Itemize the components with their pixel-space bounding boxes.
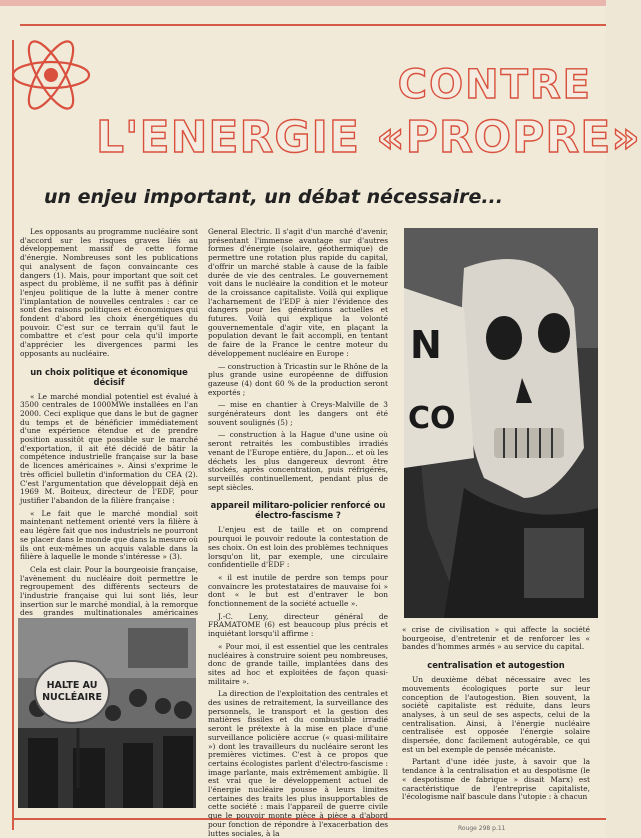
skull-mask-illustration <box>404 228 598 618</box>
red-rule-top <box>20 24 606 26</box>
paragraph: L'enjeu est de taille et on comprend pourquoi le pouvoir redoute la contestation de ses choix. On est loin des problèmes techniques lorsqu'on lit, par exemple, une circulaire confidentielle d'EDF : <box>208 525 388 570</box>
paragraph: « Le fait que le marché mondial soit maintenant nettement orienté vers la filière à eau légère fait que nos industriels ne pourront se placer dans le monde que dans la mesure où ils ont eux-mêmes un acquis valable dans la filière à laquelle le monde s'intéresse » (3). <box>20 508 198 562</box>
page-folio: Rouge 298 p.11 <box>458 825 506 832</box>
paragraph: Les opposants au programme nucléaire sont d'accord sur les risques graves liés au développement massif de cette forme d'énergie. Nombreuses sont les publications qui analysent de façon convaincante ces dangers (1). Mais, pour important que soit cet aspect du problème, il ne suffit pas à définir l'enjeu politique de la lutte à mener contre l'implantation de nouvelles centrales : car ce sont des raisons politiques et économiques qui fondent d'abord les choix énergétiques du pouvoir. C'est sur ce terrain qu'il faut le combattre et c'est pour cela qu'il importe d'apprécier les divergences parmi les opposants au nucléaire. <box>20 227 198 358</box>
protest-sign <box>34 660 110 724</box>
paragraph: General Electric. Il s'agit d'un marché d'avenir, présentant l'immense avantage sur d'autres formes d'énergie (solaire, géothermique) de permettre une rotation plus rapide du capital, d'offrir un marché stable à cause de la faible durée de vie des centrales. Le gouvernement voit dans le nucléaire la condition et le moteur de la croissance capitaliste. Voilà qui explique l'acharnement de l'EDF à nier l'évidence des dangers pour les générations actuelles et futures. Voilà qui explique la volonté gouvernementale d'agir vite, en plaçant la population devant le fait accompli, en tentant de faire de la France le centre moteur du développement nucléaire en Europe : <box>208 227 388 358</box>
sign-line-2: NUCLÉAIRE <box>42 692 102 703</box>
paragraph: Un deuxième débat nécessaire avec les mouvements écologiques porte sur leur conception de l'autogestion. Bien souvent, la société capitaliste est réduite, dans leurs analyses, à un seul de ses aspects, celui de la centralisation. Ainsi, à l'énergie nucléaire centralisée est opposée l'énergie solaire dispersée, donc facilement autogérable, ce qui est un bel exemple de pensée mécaniste. <box>402 675 590 754</box>
paragraph: « il est inutile de perdre son temps pour convaincre les protestataires de mauvaise foi » dont « le but est d'entraver le bon fonctionnement de la société actuelle ». <box>208 572 388 609</box>
paragraph: J.-C. Leny, directeur général de FRAMATOME (6) est beaucoup plus précis et inquiétant lorsqu'il affirme : <box>208 611 388 639</box>
text-column-3 <box>402 626 590 812</box>
paragraph: « Pour moi, il est essentiel que les centrales nucléaires à construire soient peu nombreuses, donc de grande taille, implantées dans des sites ad hoc et exploitées de façon quasi-militaire ». <box>208 641 388 686</box>
protest-skull-photo <box>404 228 598 618</box>
section-heading: centralisation et autogestion <box>427 660 565 671</box>
atom-icon <box>8 32 94 118</box>
paragraph: — mise en chantier à Creys-Malville de 3 surgénérateurs dont les dangers ont été souvent soulignés (5) ; <box>208 400 388 427</box>
svg-text:CO: CO <box>408 401 456 436</box>
paragraph: « crise de civilisation » qui affecte la société bourgeoise, d'entretenir et de renforcer les « bandes d'hommes armés » au service du capital. <box>402 625 590 652</box>
red-rule-left <box>12 40 14 830</box>
subtitle: un enjeu important, un débat nécessaire... <box>44 186 503 208</box>
text-column-2 <box>208 227 388 838</box>
svg-text:N: N <box>410 323 442 367</box>
paragraph: Cela est clair. Pour la bourgeoisie française, l'avènement du nucléaire doit permettre le regroupement des différents secteurs de l'industrie française qui lui sont liés, leur insertion sur le marché mondial, à la remorque des grandes multinationales américaines <box>20 564 198 618</box>
title-line-2: L'ENERGIE «PROPRE» <box>96 112 641 163</box>
section-heading: un choix politique et économique décisif <box>30 366 188 387</box>
text-column-1 <box>20 228 198 616</box>
paragraph: La direction de l'exploitation des centrales et des usines de retraitement, la surveillance des personnels, le transport et la gestion des matières fissiles et du combustible irradié seront le prétexte à la mise en place d'une surveillance policière accrue (« quasi-militaire ») dont les travailleurs du nucléaire seront les premières victimes. C'est à ce propos que certains écologistes parlent d'électro-fascisme : image parlante, mais extrêmement ambigüe. Il est vrai que le développement actuel de l'énergie nucléaire pousse à leurs limites certaines des traits les plus insupportables de cette société : mais l'appareil de guerre civile que le pouvoir monte pièce à pièce a d'abord pour fonction de répondre à l'exacerbation des luttes sociales, à la <box>208 689 388 838</box>
paragraph: Partant d'une idée juste, à savoir que la tendance à la centralisation et au despotisme (le « despotisme de fabrique » disait Marx) est caractéristique de l'entreprise capitaliste, l'écologisme naïf bascule dans l'utopie : à chacun <box>402 757 590 802</box>
title-line-1: CONTRE <box>397 62 592 108</box>
paragraph: — construction à la Hague d'une usine où seront retraités les combustibles irradiés venant de l'Europe entière, du Japon... et où les déchets les plus dangereux devront être stockés, après concentration, puis réfrigérés, surveillés continuellement, pendant plus de sept siècles. <box>208 430 388 492</box>
top-edge-strip <box>0 0 606 6</box>
paragraph: « Le marché mondial potentiel est évalué à 3500 centrales de 1000MWe installées en l'an 2000. Ceci explique que dans le but de gagner du temps et de bénéficier immédiatement d'une expérience étendue et de prendre position aussitôt que possible sur le marché d'exportation, il ait été décidé de bâtir la compétence industrielle française sur la base de licences américaines ». Ainsi s'exprime le très officiel bulletin d'information du CEA (2). C'est l'argumentation que développait déjà en 1969 M. Boiteux, directeur de l'EDF, pour justifier l'abandon de la filière française : <box>20 391 198 505</box>
section-heading: appareil militaro-policier renforcé ou électro-fascisme ? <box>210 500 386 521</box>
sign-line-1: HALTE AU <box>46 680 98 691</box>
paragraph: — construction à Tricastin sur le Rhône de la plus grande usine européenne de diffusion gazeuse (4) dont 60 % de la production seront exportés ; <box>208 361 388 397</box>
